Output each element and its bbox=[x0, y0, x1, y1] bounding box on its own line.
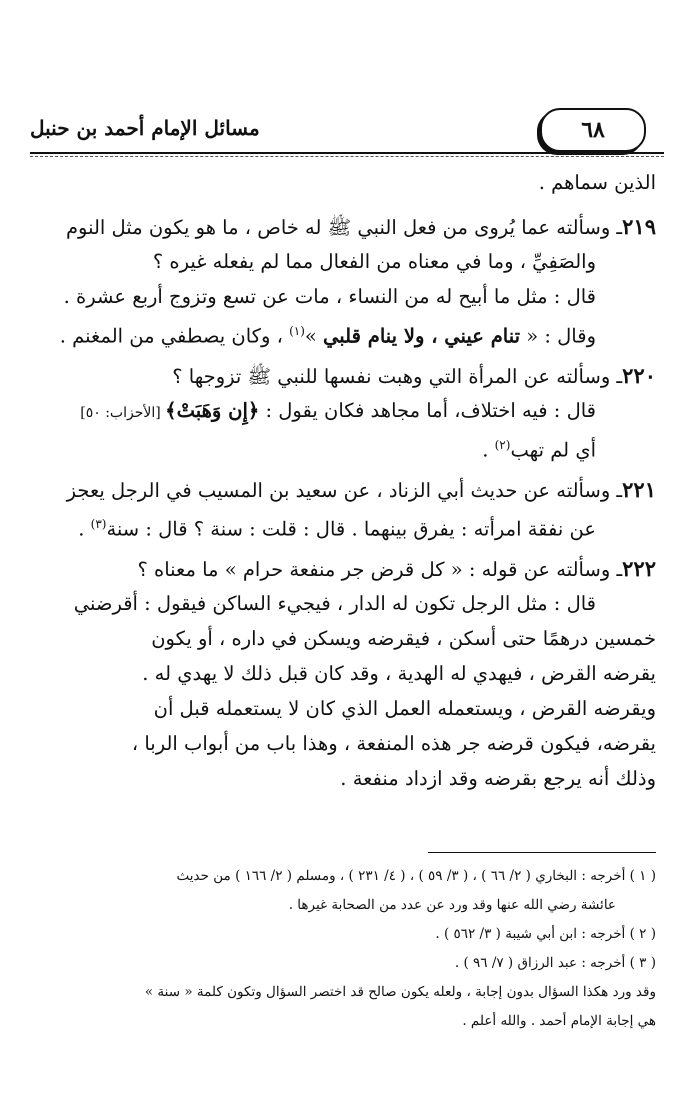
answer-222-line-5: يقرضه، فيكون قرضه جر هذه المنفعة ، وهذا باب من أبواب الربا ، bbox=[131, 732, 656, 755]
quran-quote: ﴿إِن وَهَبَتْ﴾ bbox=[165, 399, 260, 422]
header-dashed-rule bbox=[30, 156, 664, 157]
hadith-quote: تنام عيني ، ولا ينام قلبي bbox=[323, 324, 521, 348]
quran-reference: [الأحزاب: ٥٠] bbox=[80, 405, 166, 421]
question-221-line-2: عن نفقة امرأته : يفرق بينهما . قال : قلت : سنة ؟ قال : سنة$^{(٣)}$ . bbox=[78, 517, 596, 541]
question-220-line-1: ٢٢٠ـ وسألته عن المرأة التي وهبت نفسها للنبي ﷺ تزوجها ؟ bbox=[172, 363, 656, 388]
footnote-1-continued: عائشة رضي الله عنها وقد ورد عن عدد من الصحابة غيرها . bbox=[288, 897, 616, 913]
page-header bbox=[30, 108, 664, 156]
question-number: ٢٢١ bbox=[622, 477, 656, 502]
main-text bbox=[38, 165, 656, 796]
footnote-2: ( ٢ ) أخرجه : ابن أبي شيبة ( ٣/ ٥٦٢ ) . bbox=[435, 926, 656, 942]
answer-222-line-2: خمسين درهمًا حتى أسكن ، فيقرضه ويسكن في داره ، أو يكون bbox=[151, 627, 656, 650]
footnote-1: ( ١ ) أخرجه : البخاري ( ٢/ ٦٦ ) ، ( ٣/ ٥٩ ) ، ( ٤/ ٢٣١ ) ، ومسلم ( ٢/ ١٦٦ ) من حديث bbox=[176, 868, 656, 884]
answer-219-line-1: قال : مثل ما أبيح له من النساء ، مات عن تسع وتزوج أربع عشرة . bbox=[63, 285, 596, 308]
question-219-line-1: ٢١٩ـ وسألته عما يُروى من فعل النبي ﷺ له خاص ، ما هو يكون مثل النوم bbox=[65, 214, 656, 239]
footnote-3: ( ٣ ) أخرجه : عبد الرزاق ( ٧/ ٩٦ ) . bbox=[454, 955, 656, 971]
editor-note-1: وقد ورد هكذا السؤال بدون إجابة ، ولعله يكون صالح قد اختصر السؤال وتكون كلمة « سنة » bbox=[144, 984, 656, 1000]
page-number-badge bbox=[540, 108, 646, 152]
footnote-ref: (١) bbox=[289, 324, 305, 338]
footnote-ref: (٢) bbox=[494, 438, 511, 452]
question-number: ٢١٩ bbox=[622, 214, 656, 239]
answer-219-line-2: وقال : « تنام عيني ، ولا ينام قلبي »$^{(١)}$ ، وكان يصطفي من المغنم . bbox=[59, 324, 596, 348]
running-title: مسائل الإمام أحمد بن حنبل bbox=[30, 116, 260, 140]
page-number: ٦٨ bbox=[581, 117, 605, 143]
text-line: الذين سماهم . bbox=[538, 171, 656, 194]
footnote-ref: (٣) bbox=[90, 517, 107, 531]
answer-222-line-1: قال : مثل الرجل تكون له الدار ، فيجيء الساكن فيقول : أقرضني bbox=[73, 592, 596, 615]
question-number: ٢٢٠ bbox=[622, 363, 656, 388]
footnote-separator bbox=[428, 852, 656, 853]
question-221-line-1: ٢٢١ـ وسألته عن حديث أبي الزناد ، عن سعيد بن المسيب في الرجل يعجز bbox=[66, 477, 656, 502]
answer-222-line-4: ويقرضه القرض ، ويستعمله العمل الذي كان لا يستعمله قبل أن bbox=[153, 697, 656, 720]
question-number: ٢٢٢ bbox=[622, 556, 656, 581]
header-rule bbox=[30, 152, 664, 154]
question-222-line-1: ٢٢٢ـ وسألته عن قوله : « كل قرض جر منفعة حرام » ما معناه ؟ bbox=[137, 556, 656, 581]
question-219-line-2: والصَفِيِّ ، وما في معناه من الفعال مما لم يفعله غيره ؟ bbox=[152, 250, 596, 273]
answer-222-line-3: يقرضه القرض ، فيهدي له الهدية ، وقد كان قبل ذلك لا يهدي له . bbox=[142, 662, 656, 685]
answer-222-line-6: وذلك أنه يرجع بقرضه وقد ازداد منفعة . bbox=[340, 767, 656, 790]
answer-220-line-2: أي لم تهب$^{(٢)}$ . bbox=[482, 438, 596, 462]
answer-220-line-1: قال : فيه اختلاف، أما مجاهد فكان يقول : ﴿إِن وَهَبَتْ﴾ [الأحزاب: ٥٠] bbox=[80, 399, 596, 422]
editor-note-2: هي إجابة الإمام أحمد . والله أعلم . bbox=[462, 1013, 656, 1029]
footnotes bbox=[38, 862, 656, 1036]
